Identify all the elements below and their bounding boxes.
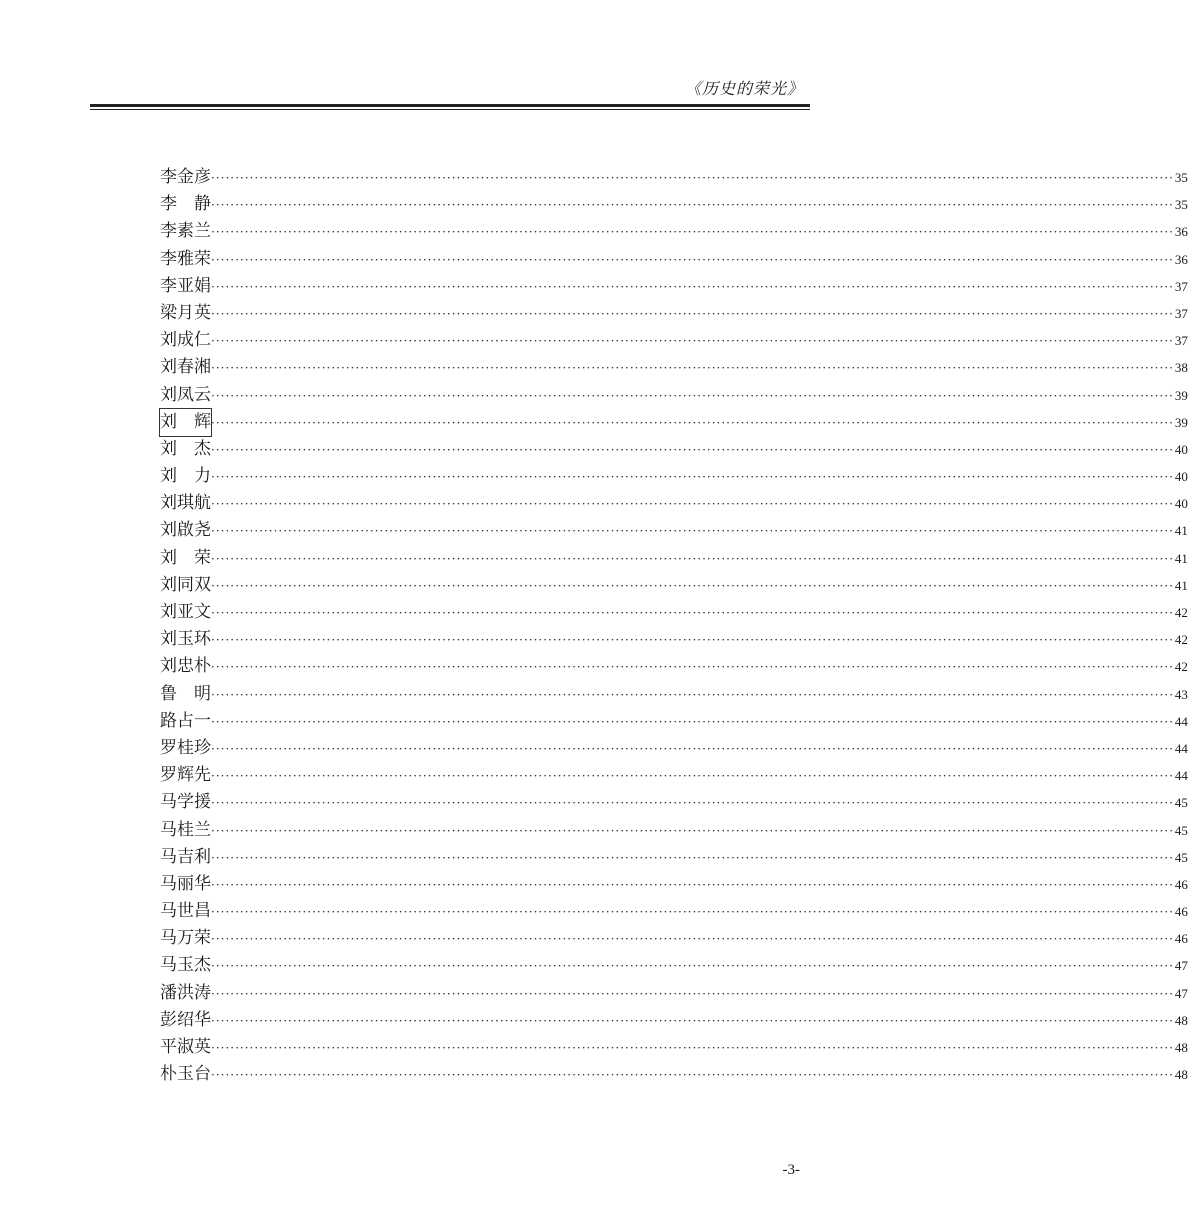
toc-entry[interactable] — [160, 626, 1188, 653]
toc-dot-leader: ········································································································································································································ — [211, 198, 1174, 213]
toc-entry-name: 马吉利 — [160, 846, 211, 867]
toc-entry-name: 刘 杰 — [160, 438, 211, 459]
toc-entry-page: 48 — [1174, 1012, 1188, 1028]
page-number: -3- — [782, 1162, 800, 1178]
toc-entry-name: 刘玉环 — [160, 629, 211, 650]
toc-entry-page: 40 — [1174, 441, 1188, 457]
toc-dot-leader: ········································································································································································································ — [211, 959, 1174, 974]
toc-dot-leader: ········································································································································································································ — [211, 741, 1174, 756]
toc-entry-page: 44 — [1174, 713, 1188, 729]
toc-entry[interactable] — [160, 599, 1188, 626]
toc-entry[interactable] — [160, 218, 1188, 245]
toc-entry-page: 36 — [1174, 224, 1188, 240]
toc-entry[interactable] — [160, 409, 1188, 436]
toc-entry-name: 李 静 — [160, 194, 211, 215]
toc-entry[interactable] — [160, 463, 1188, 490]
toc-entry[interactable] — [160, 898, 1188, 925]
toc-entry[interactable] — [160, 708, 1188, 735]
toc-entry-name: 刘忠朴 — [160, 656, 211, 677]
toc-dot-leader: ········································································································································································································ — [211, 1013, 1174, 1028]
toc-entry-page: 39 — [1174, 387, 1188, 403]
toc-entry[interactable] — [160, 980, 1188, 1007]
toc-entry-name: 刘亚文 — [160, 602, 211, 622]
toc-entry-page: 41 — [1174, 577, 1188, 593]
toc-entry[interactable] — [160, 925, 1188, 952]
toc-entry-page: 38 — [1174, 360, 1188, 376]
toc-entry-page: 40 — [1174, 469, 1188, 485]
toc-entry-name: 刘琪航 — [160, 493, 211, 514]
toc-entry[interactable] — [160, 273, 1188, 300]
toc-entry-page: 42 — [1174, 632, 1188, 648]
toc-entry[interactable] — [160, 300, 1188, 327]
toc-dot-leader: ········································································································································································································ — [211, 823, 1174, 838]
toc-entry[interactable] — [160, 1034, 1188, 1061]
toc-entry-page: 45 — [1174, 822, 1188, 838]
toc-dot-leader: ········································································································································································································ — [211, 279, 1174, 294]
toc-entry-page: 35 — [1174, 170, 1188, 185]
toc-entry[interactable] — [160, 545, 1188, 572]
toc-dot-leader: ········································································································································································································ — [211, 986, 1174, 1001]
table-of-contents — [160, 164, 1188, 1088]
toc-entry-page: 37 — [1174, 305, 1188, 321]
toc-entry-page: 48 — [1174, 1040, 1188, 1055]
toc-entry[interactable] — [160, 844, 1188, 871]
toc-dot-leader: ········································································································································································································ — [211, 905, 1174, 920]
toc-entry-page: 45 — [1174, 795, 1188, 811]
toc-dot-leader: ········································································································································································································ — [211, 171, 1174, 185]
toc-entry-name: 罗辉先 — [160, 765, 211, 786]
toc-entry-page: 35 — [1174, 197, 1188, 213]
toc-dot-leader: ········································································································································································································ — [211, 796, 1174, 811]
toc-entry-page: 44 — [1174, 768, 1188, 784]
toc-entry-page: 37 — [1174, 278, 1188, 294]
toc-entry[interactable] — [160, 871, 1188, 898]
toc-entry-name: 刘 荣 — [160, 547, 211, 568]
toc-entry-name: 罗桂珍 — [160, 737, 211, 758]
toc-entry[interactable] — [160, 191, 1188, 218]
toc-entry-name: 刘成仁 — [160, 330, 211, 351]
toc-dot-leader: ········································································································································································································ — [211, 252, 1174, 267]
toc-entry-name: 马学援 — [160, 792, 211, 813]
toc-dot-leader: ········································································································································································································ — [211, 606, 1174, 620]
toc-entry[interactable] — [160, 817, 1188, 844]
toc-entry-name: 彭绍华 — [160, 1009, 211, 1030]
toc-entry[interactable] — [160, 762, 1188, 789]
toc-entry-name: 刘春湘 — [160, 357, 211, 378]
toc-entry[interactable] — [160, 327, 1188, 354]
toc-entry-name: 马丽华 — [160, 873, 211, 894]
toc-dot-leader: ········································································································································································································ — [211, 687, 1174, 702]
toc-entry-name: 马桂兰 — [160, 819, 211, 840]
toc-entry-page: 41 — [1174, 550, 1188, 566]
toc-entry-page: 42 — [1174, 605, 1188, 620]
toc-dot-leader: ········································································································································································································ — [211, 850, 1174, 865]
toc-entry-page: 46 — [1174, 931, 1188, 947]
toc-entry-page: 41 — [1174, 523, 1188, 539]
toc-entry-page: 46 — [1174, 876, 1188, 892]
toc-entry-name: 马玉杰 — [160, 955, 211, 976]
toc-entry-name: 马世昌 — [160, 901, 211, 922]
toc-entry-name: 平淑英 — [160, 1037, 211, 1057]
toc-entry-page: 40 — [1174, 496, 1188, 512]
toc-entry-page: 48 — [1174, 1067, 1188, 1083]
toc-entry-page: 46 — [1174, 904, 1188, 920]
toc-dot-leader: ········································································································································································································ — [211, 551, 1174, 566]
toc-entry[interactable] — [160, 681, 1188, 708]
header-rule-thin — [90, 109, 810, 110]
running-header-title: 《历史的荣光》 — [684, 79, 804, 98]
toc-entry-page: 39 — [1174, 414, 1188, 430]
toc-dot-leader: ········································································································································································································ — [211, 633, 1174, 648]
toc-entry-page: 42 — [1174, 659, 1188, 675]
toc-entry-name: 刘同双 — [160, 574, 211, 595]
toc-dot-leader: ········································································································································································································ — [211, 497, 1174, 512]
toc-entry-name: 刘凤云 — [160, 384, 211, 405]
toc-entry-name: 李亚娟 — [160, 275, 211, 296]
toc-entry-page: 44 — [1174, 740, 1188, 756]
toc-entry[interactable] — [160, 517, 1188, 544]
toc-entry[interactable] — [160, 164, 1188, 191]
toc-entry-page: 36 — [1174, 251, 1188, 267]
toc-dot-leader: ········································································································································································································ — [211, 769, 1174, 784]
toc-entry-name: 刘啟尧 — [160, 520, 211, 541]
toc-entry-name: 梁月英 — [160, 302, 211, 323]
toc-entry-name: 刘 力 — [160, 466, 211, 487]
toc-dot-leader: ········································································································································································································ — [211, 415, 1174, 430]
toc-entry-name: 鲁 明 — [160, 683, 211, 704]
toc-entry-name: 李金彦 — [160, 167, 211, 187]
toc-entry-name: 李素兰 — [160, 221, 211, 242]
toc-dot-leader: ········································································································································································································ — [211, 442, 1174, 457]
toc-entry-page: 37 — [1174, 333, 1188, 349]
toc-entry-name: 刘 辉 — [160, 409, 211, 436]
toc-entry-name: 李雅荣 — [160, 248, 211, 269]
toc-entry[interactable] — [160, 952, 1188, 979]
toc-entry[interactable] — [160, 382, 1188, 409]
toc-entry[interactable] — [160, 490, 1188, 517]
toc-dot-leader: ········································································································································································································ — [211, 1041, 1174, 1055]
toc-dot-leader: ········································································································································································································ — [211, 470, 1174, 485]
toc-dot-leader: ········································································································································································································ — [211, 1068, 1174, 1083]
toc-dot-leader: ········································································································································································································ — [211, 361, 1174, 376]
toc-entry[interactable] — [160, 246, 1188, 273]
toc-entry[interactable] — [160, 653, 1188, 680]
toc-dot-leader: ········································································································································································································ — [211, 660, 1174, 675]
toc-entry-name: 潘洪涛 — [160, 982, 211, 1003]
toc-entry-page: 47 — [1174, 958, 1188, 974]
toc-dot-leader: ········································································································································································································ — [211, 225, 1174, 240]
toc-entry-page: 43 — [1174, 686, 1188, 702]
toc-dot-leader: ········································································································································································································ — [211, 714, 1174, 729]
toc-entry[interactable] — [160, 436, 1188, 463]
toc-dot-leader: ········································································································································································································ — [211, 334, 1174, 349]
toc-entry-name: 朴玉台 — [160, 1064, 211, 1085]
toc-entry-page: 45 — [1174, 849, 1188, 865]
toc-entry[interactable] — [160, 735, 1188, 762]
toc-dot-leader: ········································································································································································································ — [211, 524, 1174, 539]
toc-entry-name: 马万荣 — [160, 928, 211, 949]
toc-dot-leader: ········································································································································································································ — [211, 578, 1174, 593]
toc-entry[interactable] — [160, 789, 1188, 816]
toc-entry-name: 路占一 — [160, 710, 211, 731]
toc-dot-leader: ········································································································································································································ — [211, 388, 1174, 403]
toc-entry[interactable] — [160, 572, 1188, 599]
toc-dot-leader: ········································································································································································································ — [211, 306, 1174, 321]
toc-entry[interactable] — [160, 1007, 1188, 1034]
toc-entry[interactable] — [160, 354, 1188, 381]
toc-dot-leader: ········································································································································································································ — [211, 877, 1174, 892]
toc-entry-page: 47 — [1174, 985, 1188, 1001]
header-rule-thick — [90, 104, 810, 107]
toc-dot-leader: ········································································································································································································ — [211, 932, 1174, 947]
toc-entry[interactable] — [160, 1061, 1188, 1088]
